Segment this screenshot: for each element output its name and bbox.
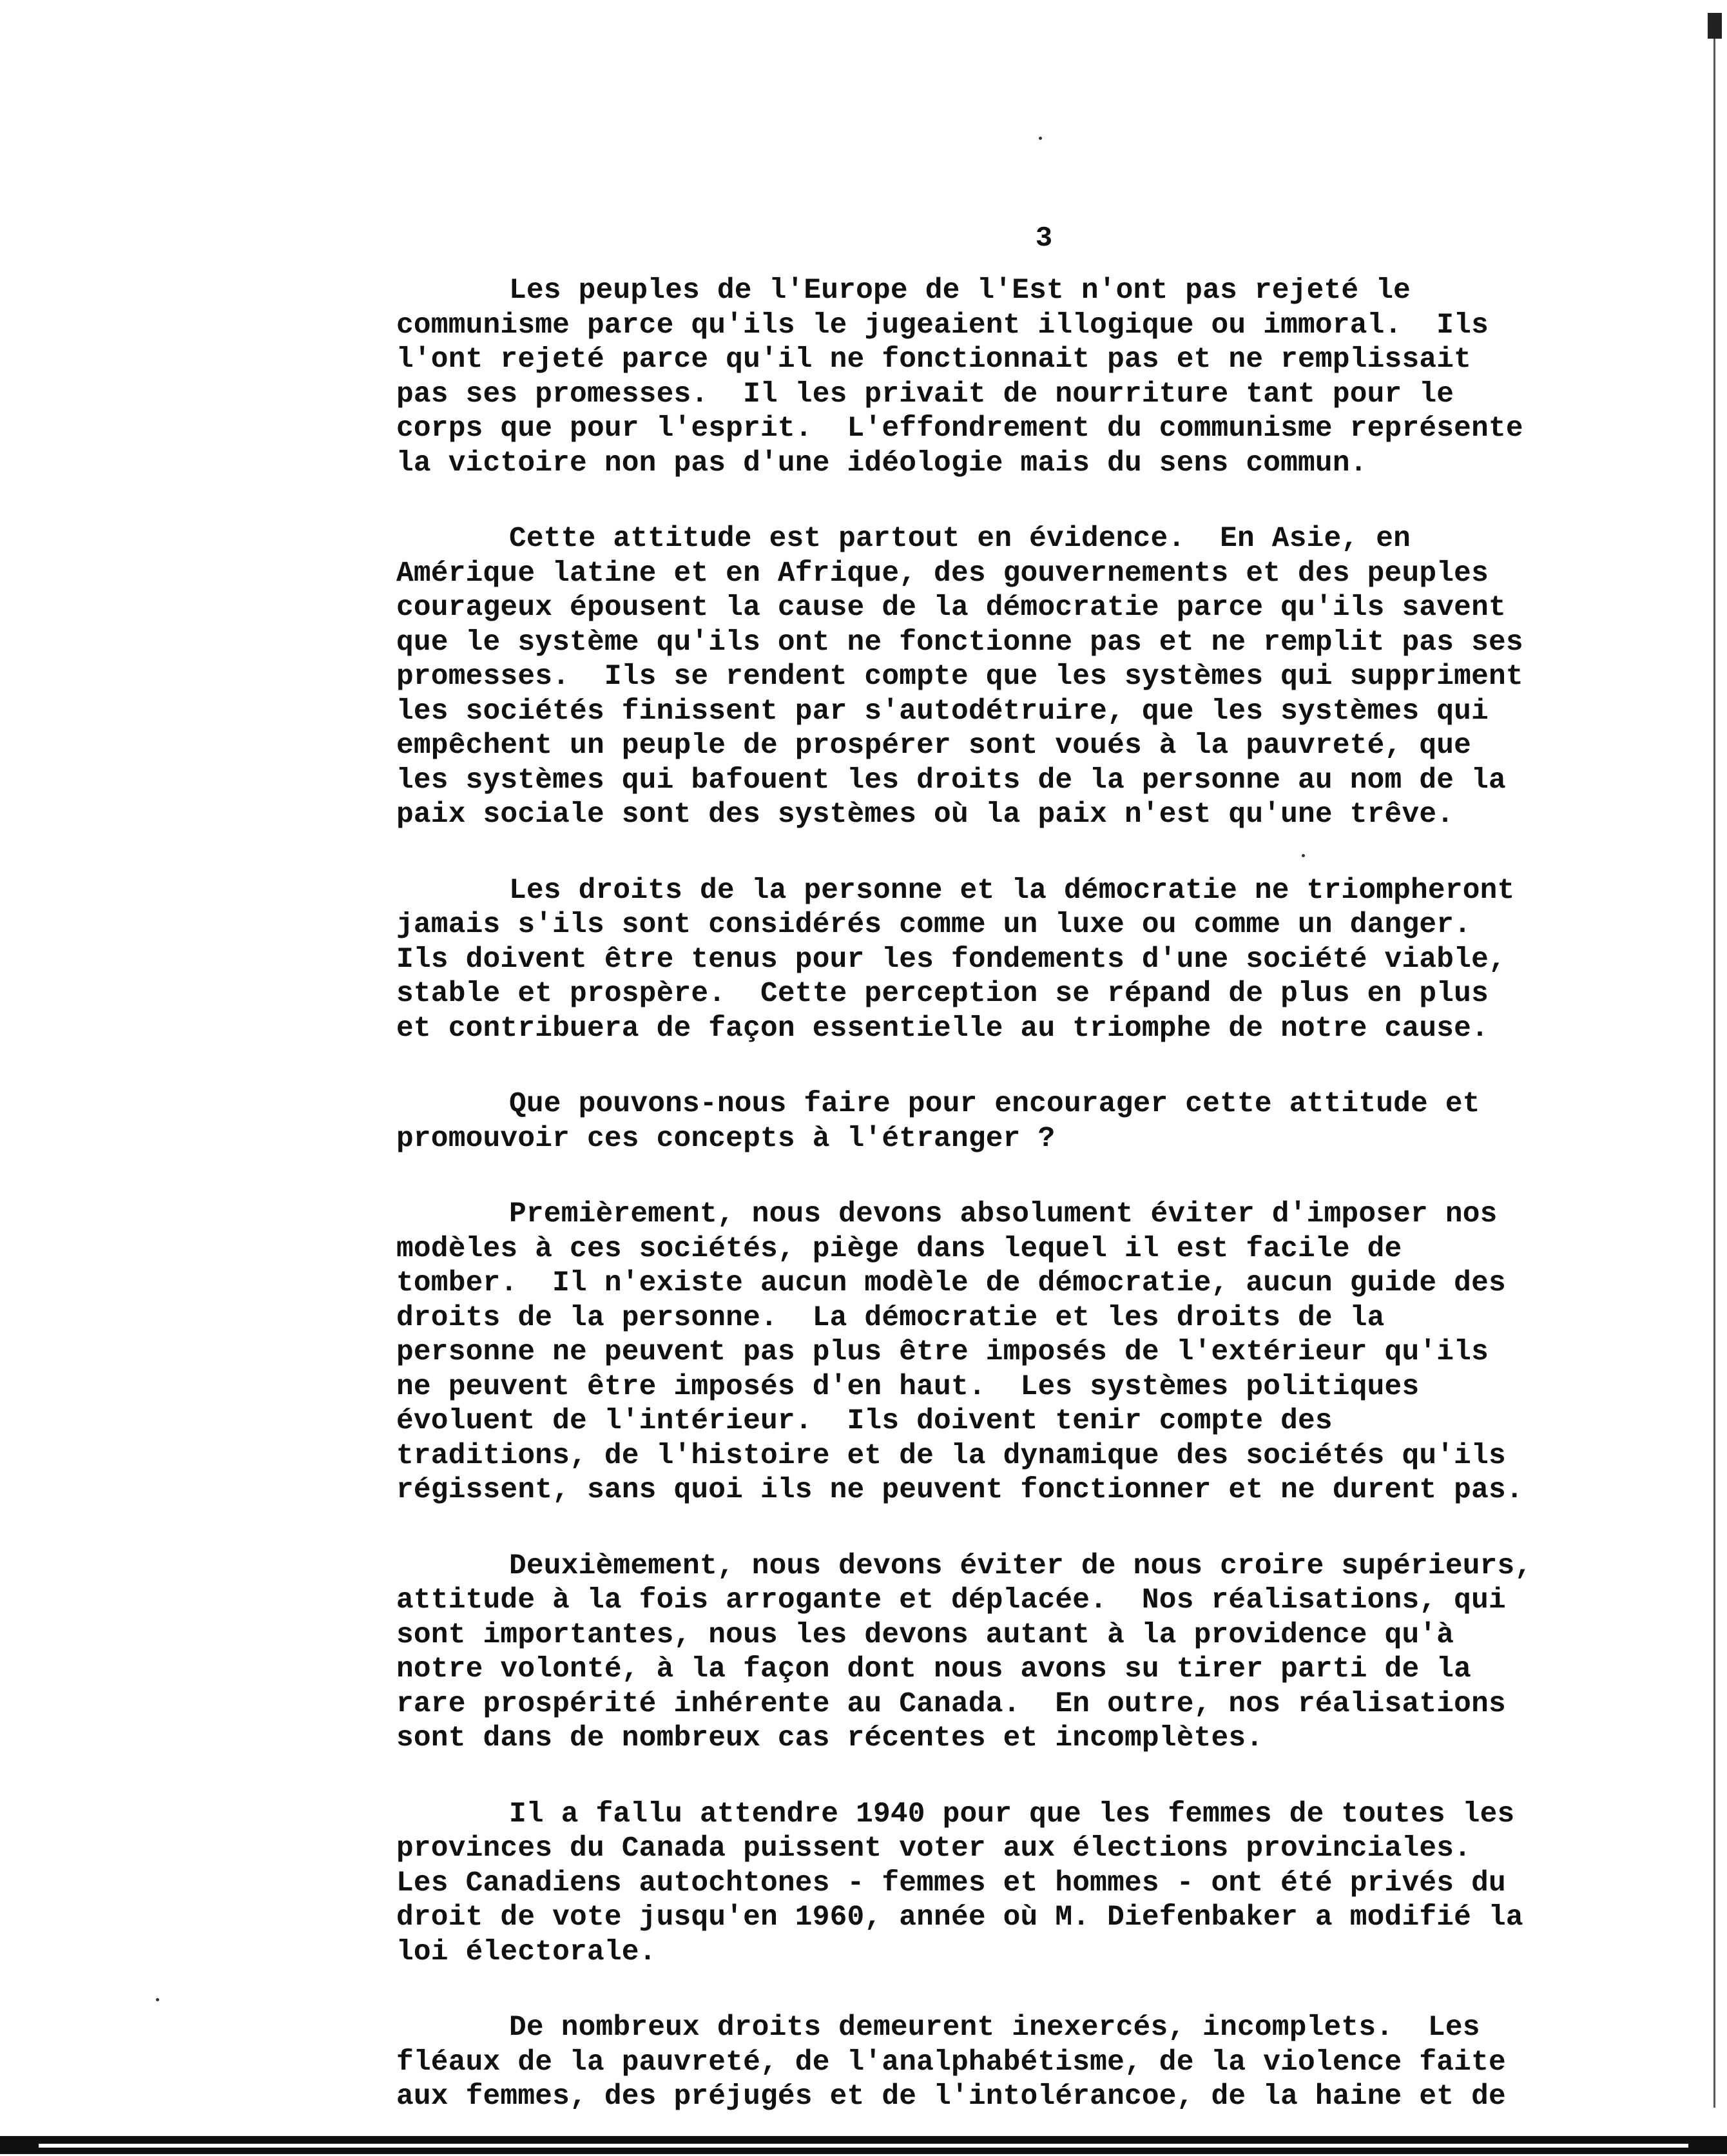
text-line: Il a fallu attendre 1940 pour que les femmes de toutes les xyxy=(509,1798,1515,1831)
text-line: l'ont rejeté parce qu'il ne fonctionnait pas et ne remplissait xyxy=(396,344,1472,376)
text-line: Deuxièmement, nous devons éviter de nous croire supérieurs, xyxy=(509,1549,1532,1582)
text-line: communisme parce qu'ils le jugeaient illogique ou immoral. Ils xyxy=(396,309,1489,342)
paragraph xyxy=(396,274,1672,481)
paragraph xyxy=(396,522,1672,833)
scan-right-edge xyxy=(1713,13,1727,2108)
text-line: stable et prospère. Cette perception se répand de plus en plus xyxy=(396,978,1489,1010)
text-line: promouvoir ces concepts à l'étranger ? xyxy=(396,1122,1056,1155)
text-line: jamais s'ils sont considérés comme un luxe ou comme un danger. xyxy=(396,909,1472,941)
scan-speck xyxy=(156,1998,159,2001)
text-line: la victoire non pas d'une idéologie mais du sens commun. xyxy=(396,447,1367,480)
text-line: notre volonté, à la façon dont nous avons su tirer parti de la xyxy=(396,1653,1472,1685)
text-line: loi électorale. xyxy=(396,1936,657,1968)
text-line: Ils doivent être tenus pour les fondements d'une société viable, xyxy=(396,943,1506,976)
paragraph xyxy=(396,1549,1672,1756)
text-line: tomber. Il n'existe aucun modèle de démocratie, aucun guide des xyxy=(396,1267,1506,1299)
text-line: traditions, de l'histoire et de la dynamique des sociétés qu'ils xyxy=(396,1439,1506,1472)
scan-bottom-gap xyxy=(39,2144,1688,2148)
text-line: Les Canadiens autochtones - femmes et hommes - ont été privés du xyxy=(396,1867,1506,1899)
text-line: sont importantes, nous les devons autant à la providence qu'à xyxy=(396,1618,1454,1651)
text-line: les systèmes qui bafouent les droits de la personne au nom de la xyxy=(396,764,1506,797)
text-line: pas ses promesses. Il les privait de nourriture tant pour le xyxy=(396,378,1454,411)
text-line: sont dans de nombreux cas récentes et incomplètes. xyxy=(396,1722,1264,1754)
text-line: paix sociale sont des systèmes où la paix n'est qu'une trêve. xyxy=(396,799,1454,831)
text-line: courageux épousent la cause de la démocratie parce qu'ils savent xyxy=(396,592,1506,624)
text-line: les sociétés finissent par s'autodétruire, que les systèmes qui xyxy=(396,695,1489,728)
paragraph xyxy=(396,874,1672,1047)
text-line: attitude à la fois arrogante et déplacée. Nos réalisations, qui xyxy=(396,1584,1506,1617)
text-line: Premièrement, nous devons absolument éviter d'imposer nos xyxy=(509,1198,1498,1230)
text-line: personne ne peuvent pas plus être imposés de l'extérieur qu'ils xyxy=(396,1336,1489,1368)
text-line: Amérique latine et en Afrique, des gouvernements et des peuples xyxy=(396,557,1489,590)
text-line: De nombreux droits demeurent inexercés, incomplets. Les xyxy=(509,2012,1480,2044)
text-line: fléaux de la pauvreté, de l'analphabétisme, de la violence faite xyxy=(396,2046,1506,2079)
paragraph xyxy=(396,1198,1672,1508)
text-line: modèles à ces sociétés, piège dans lequel il est facile de xyxy=(396,1232,1402,1265)
paragraph xyxy=(396,2011,1672,2115)
text-line: Que pouvons-nous faire pour encourager cette attitude et xyxy=(509,1088,1480,1120)
text-line: que le système qu'ils ont ne fonctionne pas et ne remplit pas ses xyxy=(396,626,1523,659)
text-line: et contribuera de façon essentielle au triomphe de notre cause. xyxy=(396,1012,1489,1045)
scan-speck xyxy=(1039,137,1042,140)
text-line: droits de la personne. La démocratie et les droits de la xyxy=(396,1301,1385,1334)
text-line: rare prospérité inhérente au Canada. En outre, nos réalisations xyxy=(396,1687,1506,1720)
text-line: droit de vote jusqu'en 1960, année où M. Diefenbaker a modifié la xyxy=(396,1901,1523,1934)
text-line: Les peuples de l'Europe de l'Est n'ont pas rejeté le xyxy=(509,275,1411,307)
text-line: Cette attitude est partout en évidence. En Asie, en xyxy=(509,523,1411,555)
text-line: provinces du Canada puissent voter aux élections provinciales. xyxy=(396,1832,1472,1865)
document-body xyxy=(396,274,1672,2156)
paragraph xyxy=(396,1087,1672,1156)
text-line: promesses. Ils se rendent compte que les systèmes qui suppriment xyxy=(396,661,1523,693)
paragraph xyxy=(396,1798,1672,1970)
scan-speck xyxy=(1302,854,1305,857)
text-line: aux femmes, des préjugés et de l'intolérancoe, de la haine et de xyxy=(396,2081,1506,2113)
text-line: corps que pour l'esprit. L'effondrement du communisme représente xyxy=(396,413,1523,445)
text-line: empêchent un peuple de prospérer sont voués à la pauvreté, que xyxy=(396,730,1472,762)
text-line: régissent, sans quoi ils ne peuvent fonctionner et ne durent pas. xyxy=(396,1474,1523,1506)
text-line: Les droits de la personne et la démocratie ne triompheront xyxy=(509,874,1515,907)
text-line: ne peuvent être imposés d'en haut. Les systèmes politiques xyxy=(396,1370,1420,1403)
page-number: 3 xyxy=(1035,222,1053,255)
text-line: évoluent de l'intérieur. Ils doivent tenir compte des xyxy=(396,1405,1333,1437)
